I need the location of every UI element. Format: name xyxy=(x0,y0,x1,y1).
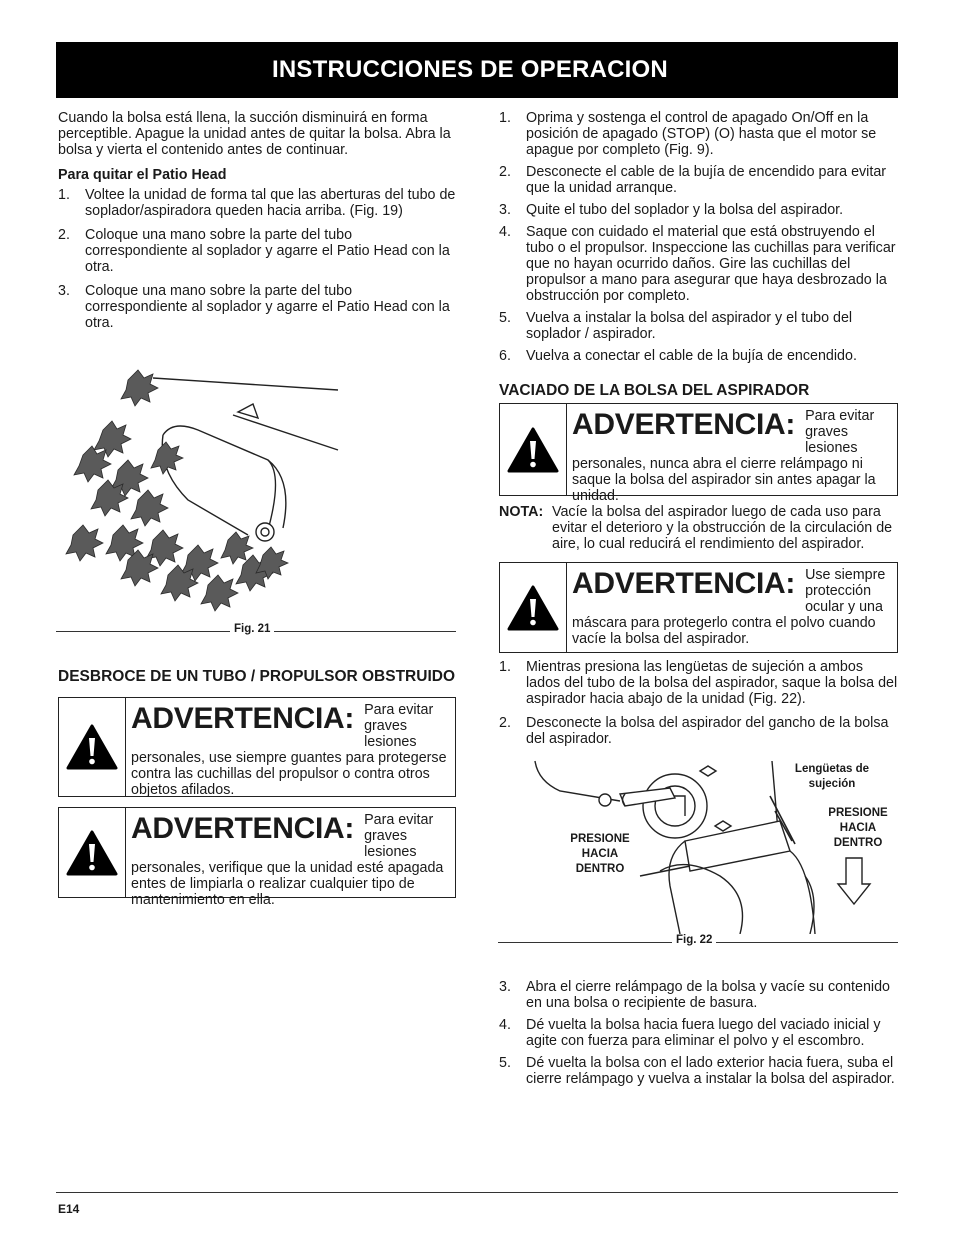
warning-text xyxy=(567,563,897,652)
bag-steps xyxy=(499,659,898,747)
remove-steps xyxy=(58,187,456,331)
warning-text xyxy=(126,698,455,796)
note-label: NOTA: xyxy=(499,504,544,520)
warning-body: Para evitar graves lesiones personales, use siempre guantes para protegerse contra las cuchillas del propulsor o contra otros objetos afilados. xyxy=(131,702,447,798)
warning-triangle-icon xyxy=(66,830,118,876)
fig22-label: Fig. 22 xyxy=(672,934,716,946)
warning-icon-cell xyxy=(500,404,567,495)
warning-title: ADVERTENCIA: xyxy=(572,408,796,441)
list-item: 2. Desconecte la bolsa del aspirador del gancho de la bolsa del aspirador. xyxy=(499,715,889,747)
warning-title: ADVERTENCIA: xyxy=(131,702,355,735)
clog-steps xyxy=(499,110,898,364)
list-item: 2. Coloque una mano sobre la parte del tubo correspondiente al soplador y agarre el Patio Head con la otra. xyxy=(58,227,450,275)
section-header xyxy=(56,42,898,98)
warning-triangle-icon xyxy=(66,724,118,770)
empty-heading: VACIADO DE LA BOLSA DEL ASPIRADOR xyxy=(499,382,810,399)
note-text: Vacíe la bolsa del aspirador luego de cada uso para evitar el deterioro y la obstrucción de la circulación de aire, lo cual reducirá el rendimiento del aspirador. xyxy=(552,504,893,552)
list-item: 1. Voltee la unidad de forma tal que las aberturas del tubo de soplador/aspiradora queden hacia arriba. (Fig. 19) xyxy=(58,187,456,219)
warning-title: ADVERTENCIA: xyxy=(131,812,355,845)
left-column xyxy=(58,110,456,337)
list-item: 3. Abra el cierre relámpago de la bolsa y vacíe su contenido en una bolsa o recipiente de basura. xyxy=(499,979,890,1011)
right-column xyxy=(499,110,898,753)
bag-steps-b xyxy=(499,979,898,1087)
warning-box xyxy=(499,403,898,504)
warning-title: ADVERTENCIA: xyxy=(572,567,796,600)
section-title: INSTRUCCIONES DE OPERACION xyxy=(272,56,668,83)
warning-box xyxy=(58,697,456,797)
warning-text xyxy=(126,808,455,908)
warning-icon-cell xyxy=(500,563,567,652)
list-item: 1. Mientras presiona las lengüetas de sujeción a ambos lados del tubo de la bolsa del aspirador, saque la bolsa del aspirador hacia abajo de la unidad (Fig. 22). xyxy=(499,659,898,707)
warning-box xyxy=(499,562,898,653)
clog-section xyxy=(58,668,456,908)
list-item: 1. Oprima y sostenga el control de apagado On/Off en la posición de apagado (STOP) (O) hasta que el motor se apague por completo (Fig. 9). xyxy=(499,110,877,158)
list-item: 6. Vuelva a conectar el cable de la bujía de encendido. xyxy=(499,348,857,364)
warning-body: Use siempre protección ocular y una máscara para protegerlo contra el polvo cuando vacíe la bolsa del aspirador. xyxy=(572,567,886,647)
list-item: 4. Dé vuelta la bolsa hacia fuera luego del vaciado inicial y agite con fuerza para eliminar el polvo y el escombro. xyxy=(499,1017,881,1049)
warning-icon-cell xyxy=(59,698,126,796)
press-arrow-icon xyxy=(836,856,872,906)
note xyxy=(499,504,898,552)
intro-paragraph: Cuando la bolsa está llena, la succión disminuirá en forma perceptible. Apague la unidad antes de quitar la bolsa. Abra la bolsa y vierta el contenido antes de continuar. xyxy=(58,110,451,158)
bag-steps-continued xyxy=(499,979,898,1093)
clog-heading: DESBROCE DE UN TUBO / PROPULSOR OBSTRUIDO xyxy=(58,668,455,685)
warning-box xyxy=(58,807,456,908)
warning-text xyxy=(567,404,897,504)
footer-rule xyxy=(56,1192,898,1193)
warning-triangle-icon xyxy=(507,585,559,631)
page-number: E14 xyxy=(58,1202,80,1216)
warning-body: Para evitar graves lesiones personales, verifique que la unidad esté apagada entes de limpiarla o realizar cualquier tipo de mantenimiento en ella. xyxy=(131,812,444,908)
warning-body: Para evitar graves lesiones personales, nunca abra el cierre relámpago ni saque la bolsa del aspirador sin antes apagar la unidad. xyxy=(572,408,876,504)
list-item: 3. Quite el tubo del soplador y la bolsa del aspirador. xyxy=(499,202,844,218)
leaves-blower-illustration xyxy=(58,360,358,615)
remove-heading: Para quitar el Patio Head xyxy=(58,167,227,183)
list-item: 5. Dé vuelta la bolsa con el lado exterior hacia fuera, suba el cierre relámpago y vuelva a instalar la bolsa del aspirador. xyxy=(499,1055,895,1087)
warning-icon-cell xyxy=(59,808,126,897)
tabs-callout: Lengüetas de sujeción xyxy=(794,763,870,790)
press-left-callout: PRESIONE HACIA DENTRO xyxy=(570,833,630,875)
press-right-callout: PRESIONE HACIA DENTRO xyxy=(828,807,888,849)
list-item: 3. Coloque una mano sobre la parte del tubo correspondiente al soplador y agarre el Patio Head con la otra. xyxy=(58,283,450,331)
list-item: 2. Desconecte el cable de la bujía de encendido para evitar que la unidad arranque. xyxy=(499,164,887,196)
list-item: 5. Vuelva a instalar la bolsa del aspirador y el tubo del soplador / aspirador. xyxy=(499,310,853,342)
list-item: 4. Saque con cuidado el material que está obstruyendo el tubo o el propulsor. Inspeccione las cuchillas para verificar que no hayan ocurrido daños. Gire las cuchillas del propulsor a mano para asegurar que haya desbrozado la obstrucción por completo. xyxy=(499,224,896,304)
warning-triangle-icon xyxy=(507,427,559,473)
fig21-label: Fig. 21 xyxy=(230,623,274,635)
